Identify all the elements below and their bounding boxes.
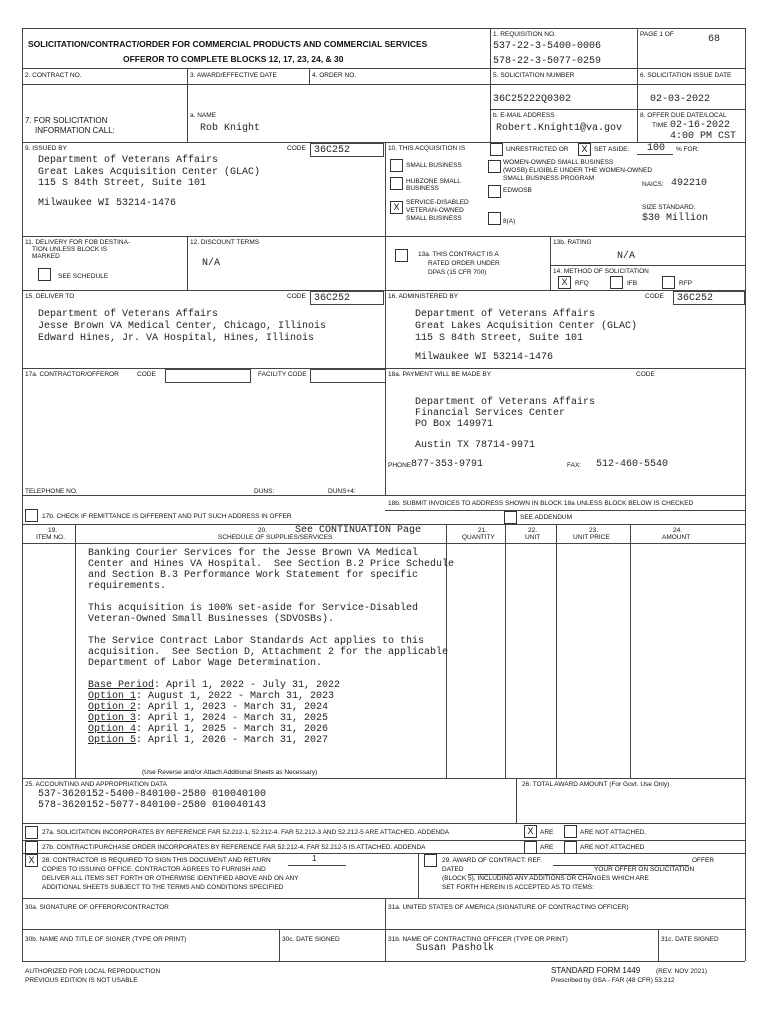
rating-label: 13b. RATING <box>553 239 592 246</box>
form-title: SOLICITATION/CONTRACT/ORDER FOR COMMERCIAL PRODUCTS AND COMMERCIAL SERVICES <box>28 39 428 49</box>
rfq-checkbox[interactable]: X <box>558 276 571 289</box>
27b-are-checkbox[interactable] <box>524 841 537 854</box>
27b-not-attached-label: ARE NOT ATTACHED <box>580 844 645 851</box>
phone-label: PHONE: <box>388 462 413 469</box>
col24-header: AMOUNT <box>662 534 691 541</box>
issued-by-label: 9. ISSUED BY <box>25 145 67 152</box>
schedule-para2-line1: This acquisition is 100% set-aside for Service-Disabled <box>88 603 419 614</box>
29-label-3: (BLOCK 5), INCLUDING ANY ADDITIONS OR CHANGES WHICH ARE <box>442 875 649 882</box>
facility-code-box[interactable] <box>310 369 386 383</box>
delivery-fob-label-2: TION UNLESS BLOCK IS <box>32 246 108 253</box>
remittance-label: 17b. CHECK IF REMITTANCE IS DIFFERENT AND PUT SUCH ADDRESS IN OFFER <box>42 513 292 520</box>
col23-header: UNIT PRICE <box>573 534 610 541</box>
27a-checkbox[interactable] <box>25 826 38 839</box>
officer-name: Susan Pasholk <box>416 943 495 954</box>
schedule-para3-line1: The Service Contract Labor Standards Act applies to this <box>88 636 425 647</box>
fax-number: 512-460-5540 <box>596 459 669 470</box>
issued-by-line-3: 115 S 84th Street, Suite 101 <box>38 178 207 189</box>
period-dates: : April 1, 2025 - March 31, 2026 <box>136 724 329 735</box>
unrestricted-label: UNRESTRICTED OR <box>506 146 569 153</box>
deliver-to-line-3: Edward Hines, Jr. VA Hospital, Hines, Illinois <box>38 333 315 344</box>
period-name: Option 2 <box>88 702 137 713</box>
schedule-para1-line4: requirements. <box>88 581 167 592</box>
set-aside-percent: 100 <box>647 143 666 154</box>
rfp-label: RFP <box>679 280 692 287</box>
col19-number: 19. <box>48 527 58 534</box>
signer-name-label: 30b. NAME AND TITLE OF SIGNER (TYPE OR PRINT) <box>25 936 187 943</box>
telephone-label: TELEPHONE NO. <box>25 488 78 495</box>
accounting-label: 25. ACCOUNTING AND APPROPRIATION DATA <box>25 781 167 788</box>
27b-label: 27b. CONTRACT/PURCHASE ORDER INCORPORATES BY REFERENCE FAR 52.212-4. FAR 52.212-5 IS ATTACHED. ADDENDA <box>42 844 426 851</box>
hubzone-label-1: HUBZONE SMALL <box>406 178 461 185</box>
payment-label: 18a. PAYMENT WILL BE MADE BY <box>388 371 492 378</box>
size-standard: $30 Million <box>642 213 709 224</box>
28-label-4: ADDITIONAL SHEETS SUBJECT TO THE TERMS AND CONDITIONS SPECIFIED <box>42 884 284 891</box>
eight-a-checkbox[interactable] <box>488 212 501 225</box>
contract-no-label: 2. CONTRACT NO. <box>25 72 82 79</box>
administered-by-code-label: CODE <box>645 293 664 300</box>
schedule-para1-line2: Center and Hines VA Hospital. See Section B.2 Price Schedule <box>88 559 455 570</box>
29-dated-line <box>468 866 592 875</box>
administered-by-label: 16. ADMINISTERED BY <box>388 293 459 300</box>
delivery-fob-label-3: MARKED <box>32 253 60 260</box>
sdvosb-label-3: SMALL BUSINESS <box>406 215 462 222</box>
offer-due-label: 8. OFFER DUE DATE/LOCAL <box>640 112 727 119</box>
wosb-label-1: WOMEN-OWNED SMALL BUSINESS <box>503 159 614 166</box>
form-subtitle: OFFEROR TO COMPLETE BLOCKS 12, 17, 23, 24, & 30 <box>123 54 344 64</box>
27a-are-label: ARE <box>540 829 554 836</box>
accounting-line-1: 537-3620152-5400-840100-2580 010040100 <box>38 789 267 800</box>
payment-line-5: Austin TX 78714-9971 <box>415 440 536 451</box>
see-schedule-checkbox[interactable] <box>38 268 51 281</box>
rfp-checkbox[interactable] <box>662 276 675 289</box>
issued-by-line-2: Great Lakes Acquisition Center (GLAC) <box>38 167 261 178</box>
naics-label: NAICS: <box>642 181 664 188</box>
period-name: Option 5 <box>88 735 137 746</box>
wosb-checkbox[interactable] <box>488 160 501 173</box>
contact-name: Rob Knight <box>200 123 261 134</box>
discount-terms: N/A <box>202 258 221 269</box>
footer-previous: PREVIOUS EDITION IS NOT USABLE <box>25 977 138 984</box>
col21-header: QUANTITY <box>462 534 495 541</box>
addendum-label: SEE ADDENDUM <box>520 514 573 521</box>
period-row <box>88 713 328 724</box>
schedule-para1-line1: Banking Courier Services for the Jesse Brown VA Medical <box>88 548 419 559</box>
sdvosb-checkbox[interactable]: X <box>390 201 403 214</box>
administered-by-line-5: Milwaukee WI 53214-1476 <box>415 352 554 363</box>
col22-header: UNIT <box>525 534 541 541</box>
eight-a-label: 8(A) <box>503 218 516 225</box>
schedule-para1-line3: and Section B.3 Performance Work Statement for specific <box>88 570 419 581</box>
duns4-label: DUNS+4: <box>328 488 356 495</box>
col24-number: 24. <box>673 527 683 534</box>
27a-are-checkbox[interactable]: X <box>524 825 537 838</box>
deliver-to-code-label: CODE <box>287 293 306 300</box>
page-label: PAGE 1 OF <box>640 31 674 38</box>
award-date-label: 3. AWARD/EFFECTIVE DATE <box>190 72 277 79</box>
col19-header: ITEM NO. <box>36 534 65 541</box>
issued-by-line-1: Department of Veterans Affairs <box>38 155 219 166</box>
solicitation-number-label: 5. SOLICITATION NUMBER <box>493 72 575 79</box>
schedule-para3-line2: acquisition. See Section D, Attachment 2 for the applicable <box>88 647 449 658</box>
29-label-2: YOUR OFFER ON SOLICITATION <box>594 866 695 873</box>
payment-line-1: Department of Veterans Affairs <box>415 397 596 408</box>
27a-label: 27a. SOLICITATION INCORPORATES BY REFERENCE FAR 52.212-1, 52.212-4. FAR 52.212-3 AND 52.212-5 ARE ATTACHED. ADDENDA <box>42 829 450 836</box>
period-dates: : April 1, 2022 - July 31, 2022 <box>154 680 341 691</box>
naics-code: 492210 <box>671 178 708 189</box>
footer-authorized: AUTHORIZED FOR LOCAL REPRODUCTION <box>25 968 161 975</box>
signature-offeror-label: 30a. SIGNATURE OF OFFEROR/CONTRACTOR <box>25 904 169 911</box>
contractor-code-label: CODE <box>137 371 156 378</box>
27b-checkbox[interactable] <box>25 841 38 854</box>
period-row <box>88 724 328 735</box>
29-label-4: SET FORTH HEREIN IS ACCEPTED AS TO ITEMS: <box>442 884 594 891</box>
payment-code-label: CODE <box>636 371 655 378</box>
27b-are-label: ARE <box>540 844 554 851</box>
issued-by-code: 36C252 <box>314 145 351 156</box>
administered-by-line-2: Great Lakes Acquisition Center (GLAC) <box>415 321 638 332</box>
administered-by-line-1: Department of Veterans Affairs <box>415 309 596 320</box>
footer-form-name: STANDARD FORM 1449 <box>551 966 641 975</box>
29-label-1: 29. AWARD OF CONTRACT: REF. <box>442 857 542 864</box>
29-ref-line <box>553 857 689 866</box>
issued-by-line-5: Milwaukee WI 53214-1476 <box>38 198 177 209</box>
officer-name-label: 31b. NAME OF CONTRACTING OFFICER (TYPE OR PRINT) <box>388 936 568 943</box>
edwosb-label: EDWOSB <box>503 187 532 194</box>
rating-value: N/A <box>617 251 636 262</box>
offer-due-date: 02-16-2022 <box>670 120 731 131</box>
period-row <box>88 735 328 746</box>
sdvosb-label-2: VETERAN-OWNED <box>406 207 464 214</box>
phone-number: 877-353-9791 <box>411 459 484 470</box>
period-dates: : April 1, 2026 - March 31, 2027 <box>136 735 329 746</box>
period-name: Option 1 <box>88 691 137 702</box>
col22-number: 22. <box>528 527 538 534</box>
contractor-label: 17a. CONTRACTOR/OFFEROR <box>25 371 119 378</box>
ifb-label: IFB <box>627 280 638 287</box>
col20-header: SCHEDULE OF SUPPLIES/SERVICES <box>218 534 333 541</box>
administered-by-line-3: 115 S 84th Street, Suite 101 <box>415 333 584 344</box>
27a-not-attached-label: ARE NOT ATTACHED. <box>580 829 647 836</box>
copies-line <box>288 854 346 866</box>
time-label: TIME <box>652 122 668 129</box>
fax-label: FAX: <box>567 462 582 469</box>
period-name: Option 4 <box>88 724 137 735</box>
officer-date-label: 31c. DATE SIGNED <box>661 936 719 943</box>
small-business-checkbox[interactable] <box>390 159 403 172</box>
page-total: 68 <box>708 34 721 45</box>
28-label-1: 28. CONTRACTOR IS REQUIRED TO SIGN THIS DOCUMENT AND RETURN <box>42 857 271 864</box>
set-aside-checkbox[interactable]: X <box>578 143 591 156</box>
hubzone-checkbox[interactable] <box>390 177 403 190</box>
requisition-number-1: 537-22-3-5400-0006 <box>493 41 602 52</box>
deliver-to-line-2: Jesse Brown VA Medical Center, Chicago, Illinois <box>38 321 327 332</box>
continuation-note: See CONTINUATION Page <box>295 525 422 536</box>
contractor-code-box[interactable] <box>165 369 251 383</box>
rfq-label: RFQ <box>575 280 589 287</box>
delivery-fob-label-1: 11. DELIVERY FOR FOB DESTINA- <box>25 239 131 246</box>
col21-number: 21. <box>478 527 488 534</box>
schedule-para3-line3: Department of Labor Wage Determination. <box>88 658 323 669</box>
requisition-label: 1. REQUISITION NO. <box>493 31 556 38</box>
information-call-label: INFORMATION CALL: <box>35 126 115 135</box>
accounting-line-2: 578-3620152-5077-840100-2580 010040143 <box>38 800 267 811</box>
hubzone-label-2: BUSINESS <box>406 185 439 192</box>
facility-code-label: FACILITY CODE <box>258 371 307 378</box>
rated-order-checkbox[interactable] <box>395 249 408 262</box>
offer-due-time: 4:00 PM CST <box>670 131 737 142</box>
percent-for-label: % FOR: <box>676 146 700 153</box>
period-row <box>88 680 340 691</box>
remittance-checkbox[interactable] <box>25 509 38 522</box>
addendum-checkbox[interactable] <box>504 511 517 524</box>
small-business-label: SMALL BUSINESS <box>406 162 462 169</box>
size-standard-label: SIZE STANDARD: <box>642 204 696 211</box>
sdvosb-label-1: SERVICE-DISABLED <box>406 199 469 206</box>
29-offer-label: OFFER <box>692 857 715 864</box>
27b-not-attached-checkbox[interactable] <box>564 841 577 854</box>
period-dates: : August 1, 2022 - March 31, 2023 <box>136 691 335 702</box>
period-dates: : April 1, 2023 - March 31, 2024 <box>136 702 329 713</box>
total-award-label: 26. TOTAL AWARD AMOUNT (For Govt. Use Only) <box>522 781 670 788</box>
28-checkbox[interactable]: X <box>25 854 38 867</box>
col23-number: 23. <box>589 527 599 534</box>
issued-by-code-label: CODE <box>287 145 306 152</box>
order-no-label: 4. ORDER NO. <box>312 72 357 79</box>
issue-date: 02-03-2022 <box>650 94 711 105</box>
deliver-to-code: 36C252 <box>314 293 351 304</box>
name-label: a. NAME <box>190 112 217 119</box>
acquisition-label: 10. THIS ACQUISITION IS <box>388 145 466 152</box>
rated-order-label-2: RATED ORDER UNDER <box>428 260 500 267</box>
period-row <box>88 702 328 713</box>
solicitation-number: 36C25222Q0302 <box>493 94 572 105</box>
period-row <box>88 691 334 702</box>
period-name: Base Period <box>88 680 155 691</box>
schedule-para2-line2: Veteran-Owned Small Businesses (SDVOSBs). <box>88 614 335 625</box>
28-label-3: DELIVER ALL ITEMS SET FORTH OR OTHERWISE IDENTIFIED ABOVE AND ON ANY <box>42 875 299 882</box>
payment-line-3: PO Box 149971 <box>415 419 494 430</box>
deliver-to-label: 15. DELIVER TO <box>25 293 75 300</box>
requisition-number-2: 578-22-3-5077-0259 <box>493 56 602 67</box>
email-label: b. E-MAIL ADDRESS <box>493 112 555 119</box>
discount-terms-label: 12. DISCOUNT TERMS <box>190 239 260 246</box>
copies-count: 1 <box>312 854 317 863</box>
contact-email: Robert.Knight1@va.gov <box>496 123 623 134</box>
27a-not-attached-checkbox[interactable] <box>564 825 577 838</box>
29-checkbox[interactable] <box>424 854 437 867</box>
method-label: 14. METHOD OF SOLICITATION <box>553 268 649 275</box>
deliver-to-line-1: Department of Veterans Affairs <box>38 309 219 320</box>
ifb-checkbox[interactable] <box>610 276 623 289</box>
rated-order-label-3: DPAS (15 CFR 700) <box>428 269 487 276</box>
submit-invoices-label: 18b. SUBMIT INVOICES TO ADDRESS SHOWN IN BLOCK 18a UNLESS BLOCK BELOW IS CHECKED <box>388 500 694 507</box>
wosb-label-3: SMALL BUSINESS PROGRAM <box>503 175 595 182</box>
period-name: Option 3 <box>88 713 137 724</box>
duns-label: DUNS: <box>254 488 275 495</box>
29-dated-label: DATED <box>442 866 464 873</box>
for-solicitation-label: 7. FOR SOLICITATION <box>25 116 108 125</box>
reverse-note: (Use Reverse and/or Attach Additional Sheets as Necessary) <box>142 769 318 776</box>
payment-line-2: Financial Services Center <box>415 408 566 419</box>
footer-revision: (REV. NOV 2021) <box>656 968 708 975</box>
see-schedule-label: SEE SCHEDULE <box>58 273 109 280</box>
col20-number: 20. <box>258 527 268 534</box>
issue-date-label: 6. SOLICITATION ISSUE DATE <box>640 72 732 79</box>
wosb-label-2: (WOSB) ELIGIBLE UNDER THE WOMEN-OWNED <box>503 167 653 174</box>
period-dates: : April 1, 2024 - March 31, 2025 <box>136 713 329 724</box>
edwosb-checkbox[interactable] <box>488 185 501 198</box>
signer-date-label: 30c. DATE SIGNED <box>282 936 340 943</box>
signature-officer-label: 31a. UNITED STATES OF AMERICA (SIGNATURE OF CONTRACTING OFFICER) <box>388 904 629 911</box>
28-label-2: COPIES TO ISSUING OFFICE. CONTRACTOR AGREES TO FURNISH AND <box>42 866 266 873</box>
administered-by-code: 36C252 <box>677 293 714 304</box>
rated-order-label-1: 13a. THIS CONTRACT IS A <box>418 251 499 258</box>
footer-prescribed: Prescribed by GSA - FAR (48 CFR) 53.212 <box>551 977 675 984</box>
unrestricted-checkbox[interactable] <box>490 143 503 156</box>
set-aside-label: SET ASIDE: <box>594 146 630 153</box>
